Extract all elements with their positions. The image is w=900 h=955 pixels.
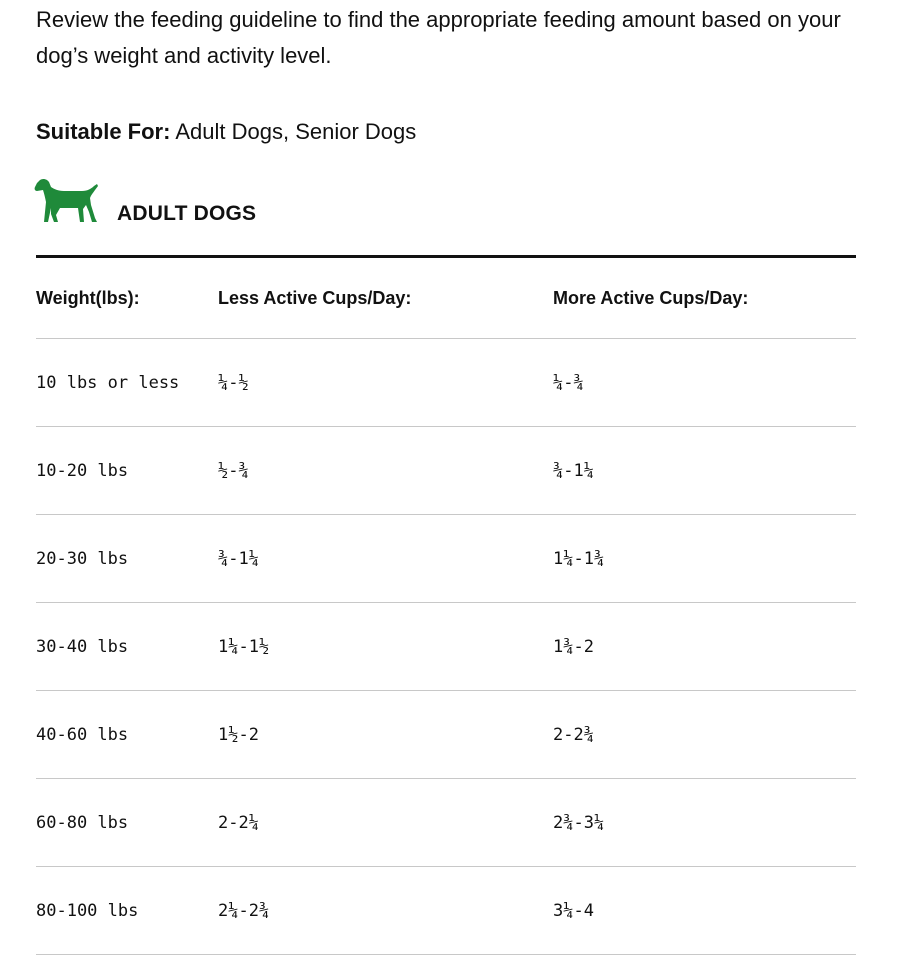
less-active-cell: 2-2¼ xyxy=(218,812,259,833)
table-row xyxy=(36,339,856,427)
more-active-cell: ¼-¾ xyxy=(553,372,584,393)
table-row xyxy=(36,779,856,867)
more-active-cell: 1¾-2 xyxy=(553,636,594,657)
more-active-cell: ¾-1¼ xyxy=(553,460,594,481)
less-active-cell: ½-¾ xyxy=(218,460,249,481)
header-weight: Weight(lbs): xyxy=(36,287,140,308)
header-more-active: More Active Cups/Day: xyxy=(553,287,749,308)
table-row xyxy=(36,691,856,779)
more-active-cell: 3¼-4 xyxy=(553,900,594,921)
suitable-for-value: Adult Dogs, Senior Dogs xyxy=(170,119,417,144)
weight-cell: 40-60 lbs xyxy=(36,724,129,745)
header-less-active: Less Active Cups/Day: xyxy=(218,287,412,308)
weight-cell: 10 lbs or less xyxy=(36,372,180,393)
table-header-row xyxy=(36,258,856,339)
less-active-cell: 1¼-1½ xyxy=(218,636,270,657)
suitable-for xyxy=(36,115,416,149)
table-row xyxy=(36,427,856,515)
more-active-cell: 2-2¾ xyxy=(553,724,594,745)
feeding-table xyxy=(36,258,856,955)
weight-cell: 80-100 lbs xyxy=(36,900,139,921)
section-title: ADULT DOGS xyxy=(117,202,257,225)
weight-cell: 60-80 lbs xyxy=(36,812,129,833)
less-active-cell: 2¼-2¾ xyxy=(218,900,270,921)
table-row xyxy=(36,515,856,603)
suitable-for-label: Suitable For: xyxy=(36,119,171,144)
intro-text: Review the feeding guideline to find the appropriate feeding amount based on your dog’s weight and activity level. xyxy=(36,7,841,68)
table-row xyxy=(36,603,856,691)
weight-cell: 20-30 lbs xyxy=(36,548,129,569)
weight-cell: 30-40 lbs xyxy=(36,636,129,657)
less-active-cell: ¾-1¼ xyxy=(218,548,259,569)
more-active-cell: 1¼-1¾ xyxy=(553,548,605,569)
less-active-cell: 1½-2 xyxy=(218,724,259,745)
more-active-cell: 2¾-3¼ xyxy=(553,812,605,833)
weight-cell: 10-20 lbs xyxy=(36,460,129,481)
table-row xyxy=(36,867,856,955)
dog-icon xyxy=(34,178,100,226)
less-active-cell: ¼-½ xyxy=(218,372,249,393)
